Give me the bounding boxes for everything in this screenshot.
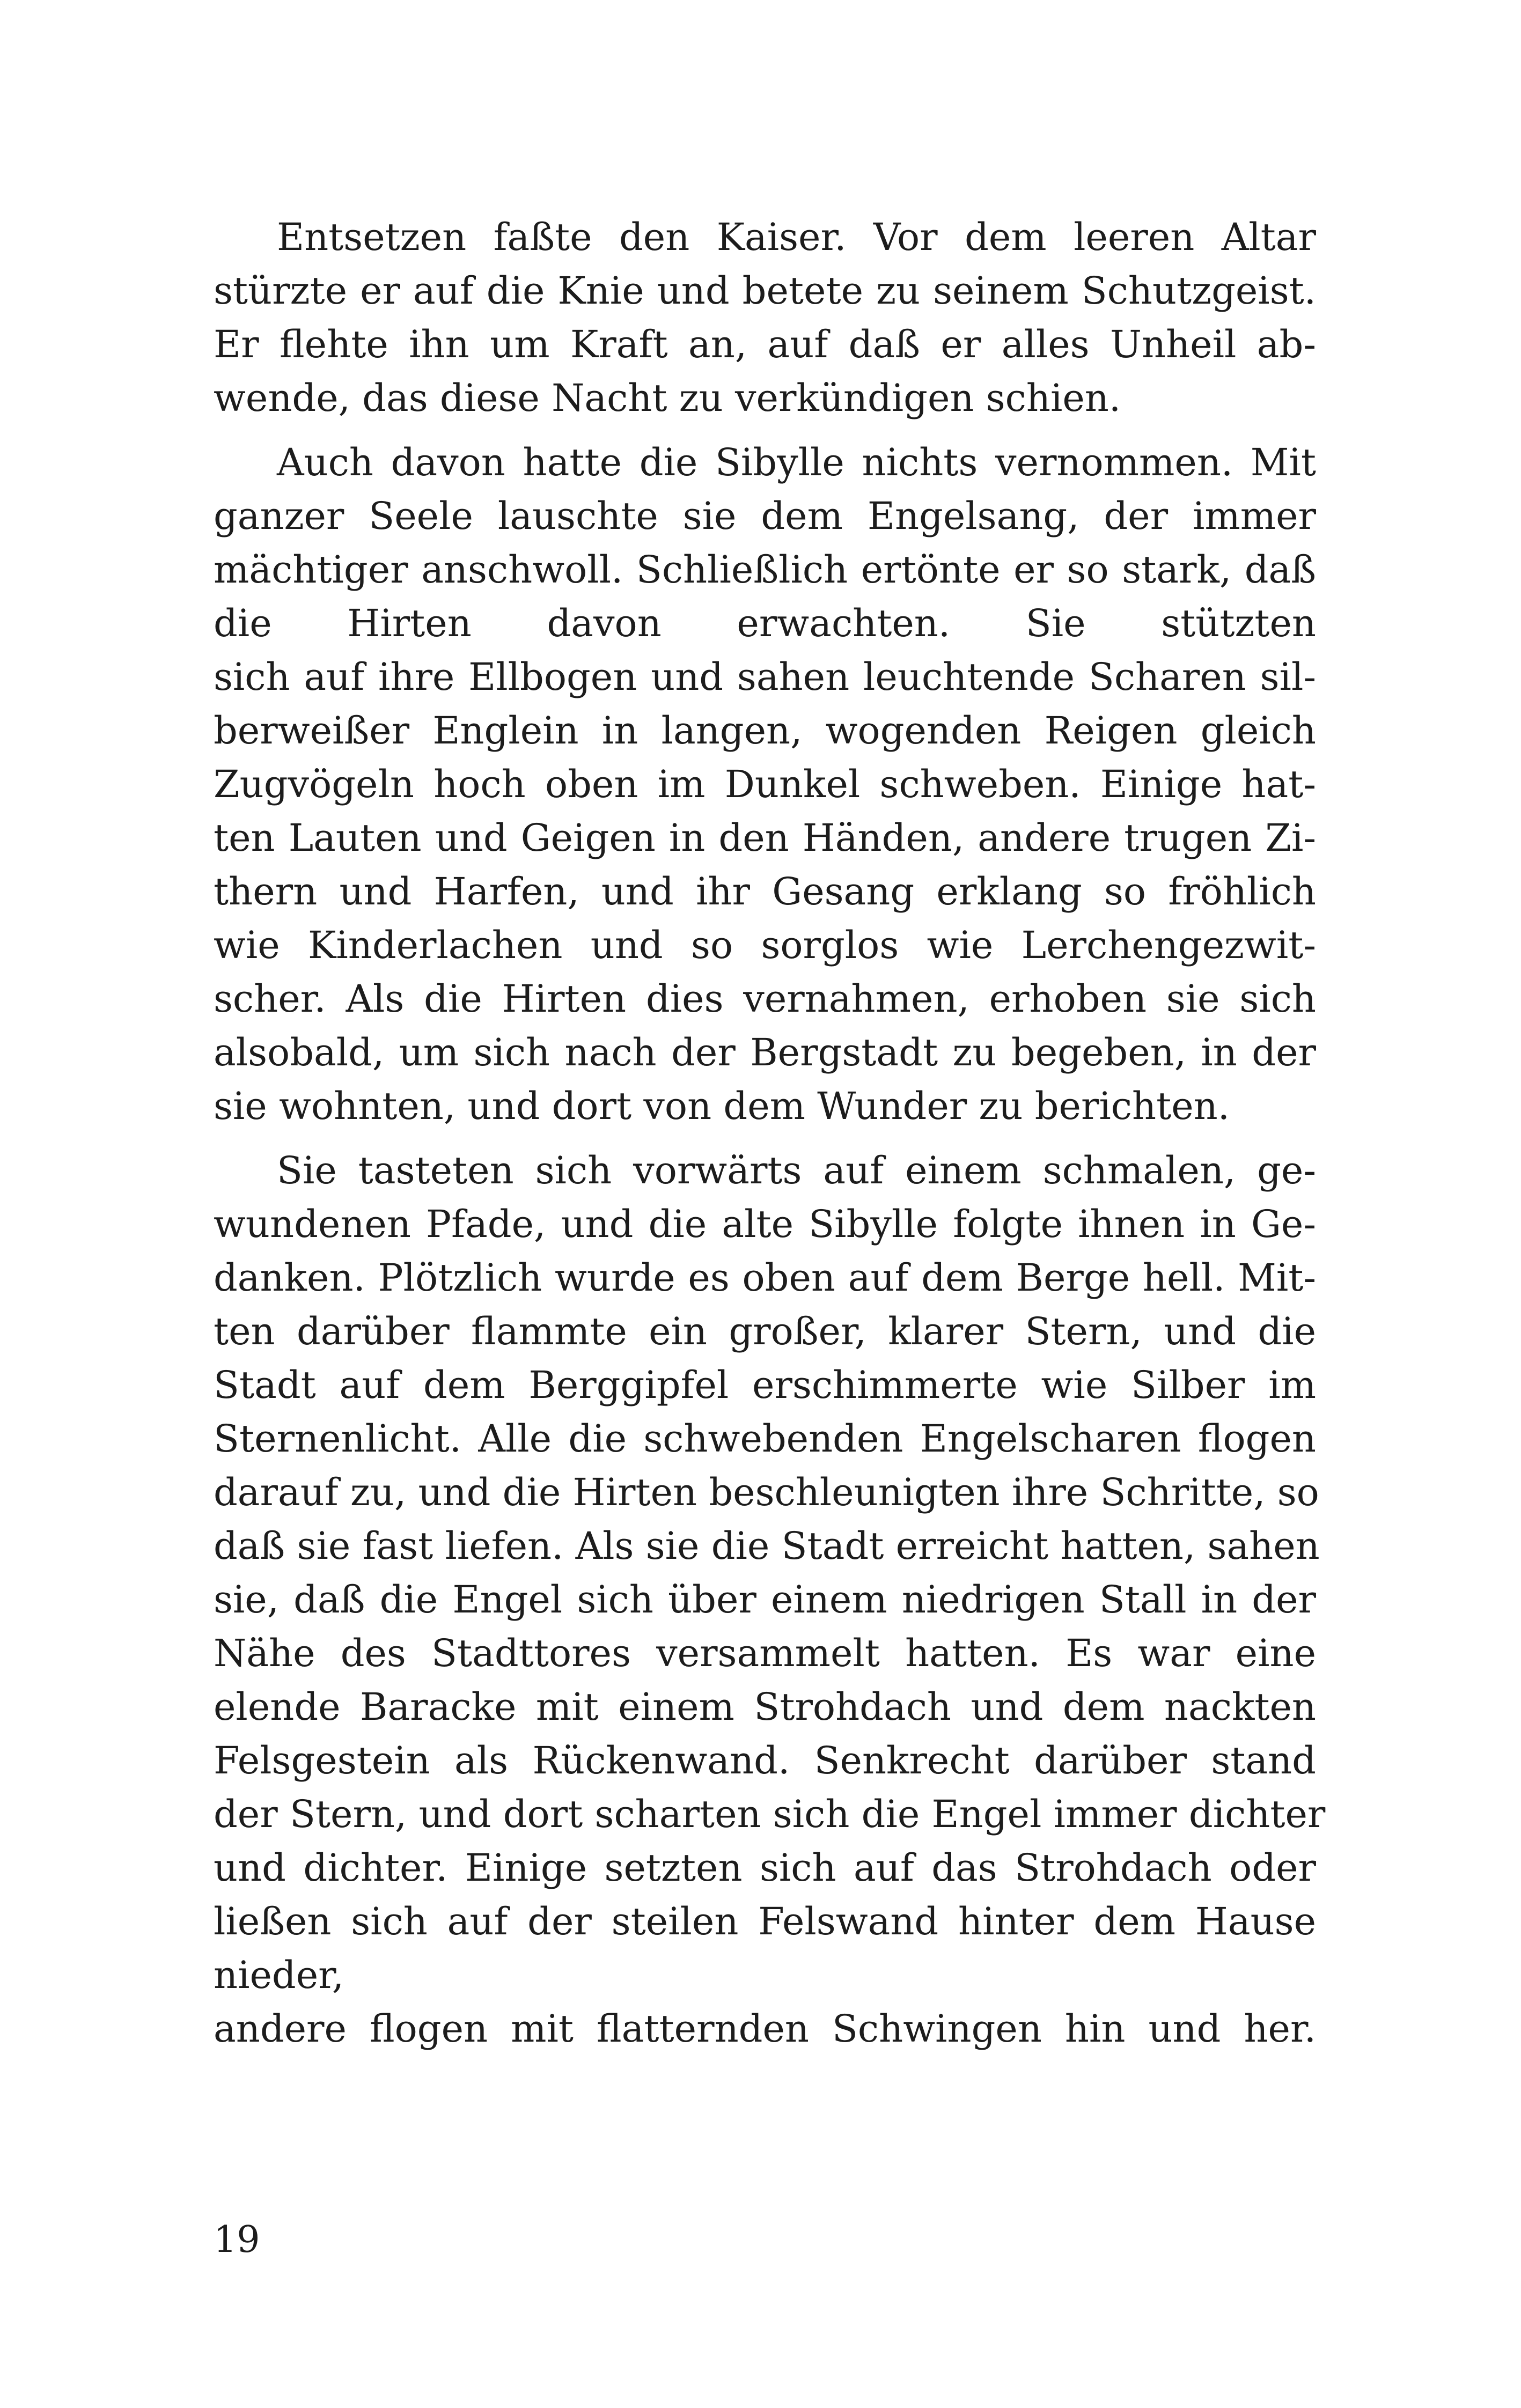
text-line: andere flogen mit flatternden Schwingen hin und her. [214, 2007, 1316, 2051]
text-line: sich auf ihre Ellbogen und sahen leuchtende Scharen sil- [214, 655, 1316, 699]
text-line: berweißer Englein in langen, wogenden Reigen gleich [214, 709, 1316, 753]
text-line: nieder, [214, 1953, 344, 1997]
text-line: wie Kinderlachen und so sorglos wie Lerchengezwit- [214, 923, 1316, 967]
text-line: daß sie fast liefen. Als sie die Stadt erreicht hatten, sahen [214, 1524, 1320, 1568]
text-line: alsobald, um sich nach der Bergstadt zu begeben, in der [214, 1030, 1316, 1074]
paragraph-1 [214, 210, 1316, 425]
text-line: stürzte er auf die Knie und betete zu seinem Schutzgeist. [214, 269, 1316, 313]
text-line: Felsgestein als Rückenwand. Senkrecht darüber stand [214, 1739, 1316, 1783]
paragraph-gap [214, 425, 1316, 436]
text-line: wundenen Pfade, und die alte Sibylle folgte ihnen in Ge- [214, 1202, 1316, 1246]
text-line: ten Lauten und Geigen in den Händen, andere trugen Zi- [214, 816, 1316, 860]
text-line: ganzer Seele lauschte sie dem Engelsang, der immer [214, 494, 1316, 538]
text-line: danken. Plötzlich wurde es oben auf dem Berge hell. Mit- [214, 1256, 1316, 1300]
paragraph-2 [214, 436, 1316, 1133]
text-line: und dichter. Einige setzten sich auf das Strohdach oder [214, 1846, 1316, 1890]
paragraph-gap [214, 1133, 1316, 1144]
text-line: Entsetzen faßte den Kaiser. Vor dem leeren Altar [277, 215, 1316, 259]
text-line: Nähe des Stadttores versammelt hatten. Es war eine [214, 1631, 1316, 1675]
text-line: sie, daß die Engel sich über einem niedrigen Stall in der [214, 1578, 1316, 1622]
text-line: ließen sich auf der steilen Felswand hinter dem Hause [214, 1899, 1316, 1943]
text-line: sie wohnten, und dort von dem Wunder zu berichten. [214, 1084, 1230, 1128]
text-line: Er flehte ihn um Kraft an, auf daß er alles Unheil ab- [214, 322, 1316, 366]
text-line: der Stern, und dort scharten sich die Engel immer dichter [214, 1792, 1326, 1836]
text-line: mächtiger anschwoll. Schließlich ertönte er so stark, daß [214, 548, 1316, 592]
text-line: wende, das diese Nacht zu verkündigen schien. [214, 376, 1121, 420]
text-line: elende Baracke mit einem Strohdach und dem nackten [214, 1685, 1316, 1729]
text-line: ten darüber flammte ein großer, klarer Stern, und die [214, 1309, 1316, 1353]
text-line: Auch davon hatte die Sibylle nichts vernommen. Mit [277, 440, 1316, 484]
text-line: thern und Harfen, und ihr Gesang erklang so fröhlich [214, 870, 1316, 914]
paragraph-3 [214, 1144, 1326, 2056]
text-line: scher. Als die Hirten dies vernahmen, erhoben sie sich [214, 977, 1316, 1021]
text-line: die Hirten davon erwachten. Sie stützten [214, 601, 1316, 645]
text-line: Sternenlicht. Alle die schwebenden Engelscharen flogen [214, 1417, 1316, 1461]
page-number: 19 [214, 2219, 260, 2261]
text-line: Stadt auf dem Berggipfel erschimmerte wie Silber im [214, 1363, 1316, 1407]
text-line: Zugvögeln hoch oben im Dunkel schweben. Einige hat- [214, 762, 1316, 806]
text-line: darauf zu, und die Hirten beschleunigten ihre Schritte, so [214, 1470, 1319, 1514]
text-line: Sie tasteten sich vorwärts auf einem schmalen, ge- [277, 1148, 1316, 1192]
body-text [214, 210, 1326, 2056]
